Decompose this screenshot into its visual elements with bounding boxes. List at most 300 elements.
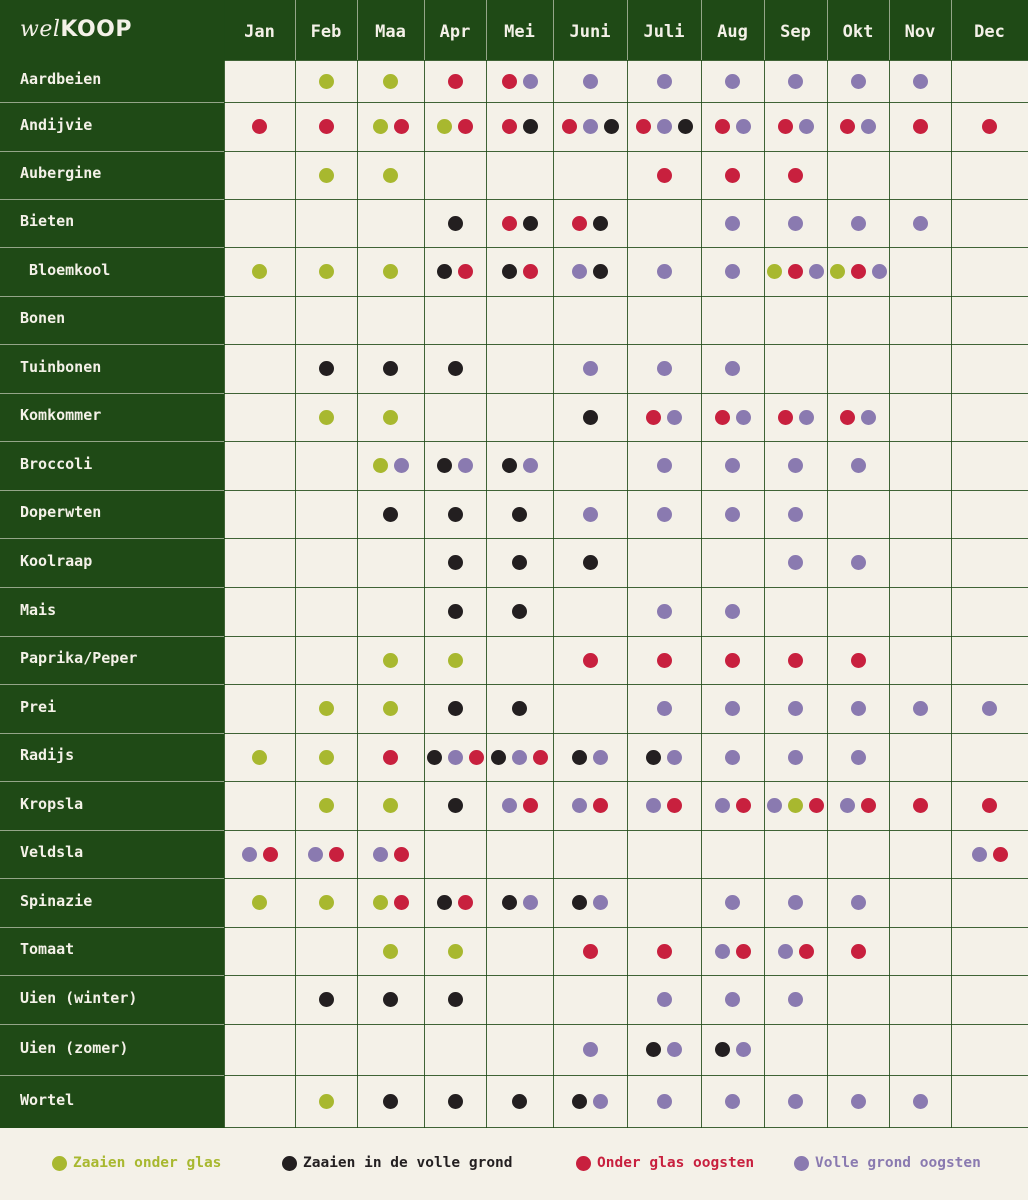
calendar-dot: [458, 458, 473, 473]
calendar-dot: [448, 555, 463, 570]
calendar-dot: [263, 847, 278, 862]
crop-label: Uien (winter): [20, 988, 138, 1007]
row-divider: [0, 975, 224, 976]
calendar-dot: [512, 507, 527, 522]
calendar-dot: [448, 216, 463, 231]
calendar-dot: [593, 750, 608, 765]
calendar-dot: [657, 604, 672, 619]
calendar-dot: [913, 216, 928, 231]
row-divider: [0, 781, 224, 782]
calendar-dot: [252, 119, 267, 134]
crop-label: Koolraap: [20, 551, 93, 570]
calendar-dot: [394, 895, 409, 910]
calendar-dot: [427, 750, 442, 765]
calendar-dot: [572, 264, 587, 279]
row-divider: [224, 151, 1028, 152]
month-header-juni: Juni: [569, 22, 611, 42]
calendar-dot: [448, 701, 463, 716]
crop-label: Broccoli: [20, 454, 93, 473]
calendar-dot: [861, 798, 876, 813]
calendar-dot: [799, 119, 814, 134]
calendar-dot: [523, 264, 538, 279]
calendar-dot: [678, 119, 693, 134]
calendar-dot: [657, 1094, 672, 1109]
calendar-dot: [657, 119, 672, 134]
calendar-dot: [725, 361, 740, 376]
calendar-dot: [583, 1042, 598, 1057]
calendar-dot: [851, 653, 866, 668]
calendar-dot: [583, 119, 598, 134]
row-divider: [224, 102, 1028, 103]
calendar-dot: [383, 1094, 398, 1109]
calendar-dot: [913, 119, 928, 134]
column-divider: [701, 60, 702, 1128]
calendar-dot: [861, 410, 876, 425]
calendar-dot: [319, 701, 334, 716]
row-divider: [0, 199, 224, 200]
row-divider: [0, 441, 224, 442]
calendar-dot: [725, 992, 740, 1007]
calendar-dot: [788, 458, 803, 473]
calendar-dot: [448, 361, 463, 376]
calendar-dot: [319, 74, 334, 89]
crop-label: Bieten: [20, 212, 75, 230]
calendar-dot: [725, 653, 740, 668]
month-header-apr: Apr: [439, 22, 471, 42]
calendar-dot: [725, 895, 740, 910]
legend-dot-icon: [794, 1156, 809, 1171]
calendar-dot: [383, 168, 398, 183]
calendar-dot: [512, 604, 527, 619]
calendar-dot: [788, 74, 803, 89]
row-divider: [224, 1127, 1028, 1128]
crop-label: Prei: [20, 697, 57, 716]
row-divider: [224, 393, 1028, 394]
calendar-dot: [593, 1094, 608, 1109]
legend-dot-icon: [576, 1156, 591, 1171]
calendar-dot: [512, 750, 527, 765]
calendar-dot: [736, 798, 751, 813]
calendar-dot: [840, 119, 855, 134]
calendar-dot: [583, 361, 598, 376]
row-divider: [224, 878, 1028, 879]
column-divider: [889, 60, 890, 1128]
calendar-dot: [329, 847, 344, 862]
calendar-dot: [523, 216, 538, 231]
calendar-dot: [572, 750, 587, 765]
calendar-dot: [502, 119, 517, 134]
row-divider: [0, 684, 224, 685]
calendar-dot: [583, 507, 598, 522]
month-header-mei: Mei: [504, 22, 535, 42]
calendar-dot: [736, 410, 751, 425]
calendar-dot: [646, 410, 661, 425]
crop-label: Uien (zomer): [20, 1038, 129, 1057]
legend-item: [576, 1152, 754, 1174]
calendar-dot: [491, 750, 506, 765]
calendar-dot: [523, 74, 538, 89]
calendar-dot: [715, 410, 730, 425]
calendar-dot: [383, 750, 398, 765]
calendar-dot: [872, 264, 887, 279]
calendar-dot: [319, 361, 334, 376]
row-divider: [224, 684, 1028, 685]
legend-label: Volle grond oogsten: [815, 1155, 981, 1171]
calendar-dot: [972, 847, 987, 862]
calendar-dot: [913, 1094, 928, 1109]
calendar-dot: [319, 264, 334, 279]
calendar-dot: [788, 750, 803, 765]
row-divider: [224, 636, 1028, 637]
calendar-dot: [319, 1094, 334, 1109]
legend-label: Zaaien in de volle grond: [303, 1155, 513, 1171]
calendar-dot: [523, 458, 538, 473]
row-divider: [224, 830, 1028, 831]
month-header-okt: Okt: [842, 22, 874, 42]
calendar-dot: [448, 74, 463, 89]
calendar-dot: [646, 798, 661, 813]
calendar-dot: [788, 507, 803, 522]
calendar-dot: [725, 507, 740, 522]
calendar-dot: [383, 653, 398, 668]
calendar-dot: [458, 895, 473, 910]
calendar-dot: [373, 119, 388, 134]
month-header-nov: Nov: [904, 22, 936, 42]
column-divider: [224, 0, 225, 1128]
row-divider: [0, 490, 224, 491]
calendar-dot: [657, 507, 672, 522]
calendar-dot: [725, 168, 740, 183]
calendar-dot: [373, 895, 388, 910]
calendar-dot: [572, 895, 587, 910]
calendar-dot: [572, 1094, 587, 1109]
calendar-dot: [448, 750, 463, 765]
calendar-dot: [252, 895, 267, 910]
row-divider: [0, 1075, 224, 1076]
row-divider: [224, 975, 1028, 976]
month-header-sep: Sep: [780, 22, 811, 42]
calendar-dot: [448, 944, 463, 959]
calendar-dot: [572, 798, 587, 813]
month-header-aug: Aug: [717, 22, 748, 42]
calendar-dot: [657, 458, 672, 473]
row-divider: [224, 733, 1028, 734]
calendar-dot: [657, 74, 672, 89]
row-divider: [0, 1024, 224, 1025]
calendar-dot: [523, 895, 538, 910]
calendar-dot: [583, 653, 598, 668]
calendar-dot: [809, 264, 824, 279]
calendar-dot: [657, 168, 672, 183]
calendar-dot: [725, 1094, 740, 1109]
row-divider: [0, 733, 224, 734]
calendar-dot: [583, 944, 598, 959]
calendar-dot: [851, 264, 866, 279]
calendar-dot: [840, 410, 855, 425]
calendar-dot: [383, 410, 398, 425]
calendar-dot: [667, 1042, 682, 1057]
legend-label: Onder glas oogsten: [597, 1155, 755, 1171]
column-divider: [357, 60, 358, 1128]
row-divider: [0, 247, 224, 248]
calendar-dot: [523, 798, 538, 813]
calendar-dot: [799, 944, 814, 959]
calendar-dot: [725, 74, 740, 89]
calendar-dot: [725, 604, 740, 619]
calendar-dot: [657, 653, 672, 668]
row-divider: [224, 927, 1028, 928]
row-divider: [0, 878, 224, 879]
calendar-dot: [319, 168, 334, 183]
calendar-dot: [512, 701, 527, 716]
row-divider: [224, 60, 1028, 61]
calendar-dot: [809, 798, 824, 813]
calendar-dot: [469, 750, 484, 765]
row-divider: [0, 587, 224, 588]
calendar-dot: [993, 847, 1008, 862]
calendar-dot: [242, 847, 257, 862]
calendar-dot: [394, 119, 409, 134]
calendar-dot: [572, 216, 587, 231]
calendar-dot: [448, 653, 463, 668]
calendar-dot: [725, 458, 740, 473]
row-divider: [224, 1024, 1028, 1025]
calendar-dot: [657, 264, 672, 279]
calendar-dot: [851, 750, 866, 765]
calendar-dot: [851, 944, 866, 959]
calendar-dot: [715, 119, 730, 134]
calendar-dot: [319, 895, 334, 910]
calendar-dot: [252, 750, 267, 765]
calendar-dot: [448, 1094, 463, 1109]
calendar-dot: [778, 410, 793, 425]
calendar-dot: [851, 555, 866, 570]
calendar-dot: [458, 119, 473, 134]
month-header-jan: Jan: [244, 22, 275, 42]
calendar-dot: [562, 119, 577, 134]
calendar-dot: [646, 750, 661, 765]
calendar-dot: [715, 944, 730, 959]
row-divider: [0, 102, 224, 103]
calendar-dot: [319, 798, 334, 813]
crop-label: Radijs: [20, 746, 75, 764]
calendar-dot: [533, 750, 548, 765]
legend-item: [794, 1152, 981, 1174]
calendar-dot: [319, 119, 334, 134]
calendar-dot: [778, 944, 793, 959]
calendar-dot: [394, 458, 409, 473]
calendar-dot: [657, 992, 672, 1007]
row-divider: [224, 781, 1028, 782]
welkoop-logo: welKOOP: [20, 17, 132, 42]
calendar-dot: [448, 992, 463, 1007]
calendar-dot: [502, 264, 517, 279]
calendar-dot: [830, 264, 845, 279]
crop-label: Spinazie: [20, 891, 93, 910]
calendar-dot: [383, 361, 398, 376]
calendar-dot: [767, 798, 782, 813]
crop-label: Mais: [20, 600, 57, 619]
crop-label: Kropsla: [20, 794, 84, 813]
calendar-dot: [512, 1094, 527, 1109]
calendar-dot: [913, 701, 928, 716]
calendar-dot: [383, 798, 398, 813]
row-divider: [0, 393, 224, 394]
column-divider: [627, 60, 628, 1128]
calendar-dot: [583, 555, 598, 570]
calendar-dot: [502, 74, 517, 89]
calendar-dot: [861, 119, 876, 134]
calendar-dot: [715, 798, 730, 813]
calendar-dot: [593, 216, 608, 231]
crop-label: Paprika/Peper: [20, 649, 138, 667]
calendar-dot: [788, 216, 803, 231]
calendar-dot: [788, 992, 803, 1007]
calendar-dot: [851, 1094, 866, 1109]
calendar-dot: [788, 798, 803, 813]
month-header-dec: Dec: [974, 22, 1005, 42]
calendar-dot: [667, 410, 682, 425]
calendar-dot: [788, 653, 803, 668]
calendar-dot: [715, 1042, 730, 1057]
calendar-dot: [667, 750, 682, 765]
calendar-dot: [840, 798, 855, 813]
row-divider: [224, 538, 1028, 539]
calendar-dot: [788, 1094, 803, 1109]
calendar-dot: [851, 701, 866, 716]
calendar-dot: [778, 119, 793, 134]
calendar-dot: [725, 216, 740, 231]
calendar-dot: [308, 847, 323, 862]
row-divider: [0, 830, 224, 831]
month-header-feb: Feb: [310, 22, 342, 42]
calendar-dot: [319, 750, 334, 765]
calendar-dot: [319, 992, 334, 1007]
row-divider: [0, 296, 224, 297]
calendar-dot: [383, 74, 398, 89]
crop-label: Aardbeien: [20, 70, 102, 88]
month-header-maa: Maa: [375, 22, 406, 42]
crop-label: Bloemkool: [20, 260, 111, 279]
crop-label: Doperwten: [20, 503, 102, 521]
legend-dot-icon: [282, 1156, 297, 1171]
calendar-dot: [767, 264, 782, 279]
calendar-dot: [583, 74, 598, 89]
calendar-dot: [437, 264, 452, 279]
calendar-dot: [373, 847, 388, 862]
calendar-dot: [502, 895, 517, 910]
crop-label: Aubergine: [20, 164, 102, 182]
calendar-dot: [725, 701, 740, 716]
calendar-dot: [373, 458, 388, 473]
row-divider: [224, 1075, 1028, 1076]
calendar-dot: [383, 507, 398, 522]
calendar-dot: [383, 701, 398, 716]
crop-label: Wortel: [20, 1090, 75, 1109]
calendar-dot: [982, 119, 997, 134]
legend-dot-icon: [52, 1156, 67, 1171]
calendar-dot: [725, 264, 740, 279]
crop-label: Veldsla: [20, 843, 84, 861]
row-divider: [0, 344, 224, 345]
crop-label: Tomaat: [20, 940, 75, 958]
row-divider: [224, 441, 1028, 442]
crop-label: Bonen: [20, 309, 66, 327]
calendar-dot: [646, 1042, 661, 1057]
calendar-dot: [851, 895, 866, 910]
legend-item: [52, 1152, 221, 1174]
column-divider: [553, 60, 554, 1128]
calendar-dot: [725, 750, 740, 765]
column-divider: [295, 60, 296, 1128]
calendar-dot: [657, 361, 672, 376]
row-divider: [224, 490, 1028, 491]
calendar-dot: [448, 507, 463, 522]
calendar-dot: [851, 458, 866, 473]
calendar-dot: [788, 264, 803, 279]
calendar-dot: [593, 264, 608, 279]
calendar-dot: [383, 264, 398, 279]
calendar-dot: [788, 168, 803, 183]
calendar-dot: [502, 798, 517, 813]
calendar-dot: [593, 895, 608, 910]
month-header-juli: Juli: [643, 22, 685, 42]
calendar-dot: [448, 604, 463, 619]
calendar-dot: [512, 555, 527, 570]
row-divider: [224, 247, 1028, 248]
calendar-dot: [319, 410, 334, 425]
calendar-dot: [851, 216, 866, 231]
legend-label: Zaaien onder glas: [73, 1155, 222, 1171]
row-divider: [0, 151, 224, 152]
calendar-dot: [437, 458, 452, 473]
calendar-dot: [636, 119, 651, 134]
calendar-dot: [593, 798, 608, 813]
column-divider: [486, 60, 487, 1128]
column-divider: [424, 60, 425, 1128]
calendar-dot: [583, 410, 598, 425]
crop-label: Andijvie: [20, 115, 93, 134]
crop-label: Tuinbonen: [20, 357, 102, 376]
calendar-dot: [502, 216, 517, 231]
calendar-dot: [383, 944, 398, 959]
column-divider: [764, 60, 765, 1128]
column-divider: [827, 60, 828, 1128]
calendar-dot: [982, 701, 997, 716]
legend-item: [282, 1152, 513, 1174]
column-divider: [951, 60, 952, 1128]
calendar-dot: [437, 895, 452, 910]
row-divider: [224, 199, 1028, 200]
calendar-dot: [851, 74, 866, 89]
calendar-dot: [799, 410, 814, 425]
row-divider: [224, 587, 1028, 588]
calendar-dot: [657, 944, 672, 959]
calendar-dot: [448, 798, 463, 813]
calendar-dot: [523, 119, 538, 134]
row-divider: [224, 344, 1028, 345]
calendar-dot: [788, 701, 803, 716]
row-divider: [0, 927, 224, 928]
calendar-dot: [913, 798, 928, 813]
calendar-dot: [252, 264, 267, 279]
crop-label: Komkommer: [20, 406, 102, 424]
calendar-dot: [458, 264, 473, 279]
calendar-dot: [788, 895, 803, 910]
calendar-dot: [667, 798, 682, 813]
calendar-dot: [502, 458, 517, 473]
calendar-dot: [437, 119, 452, 134]
